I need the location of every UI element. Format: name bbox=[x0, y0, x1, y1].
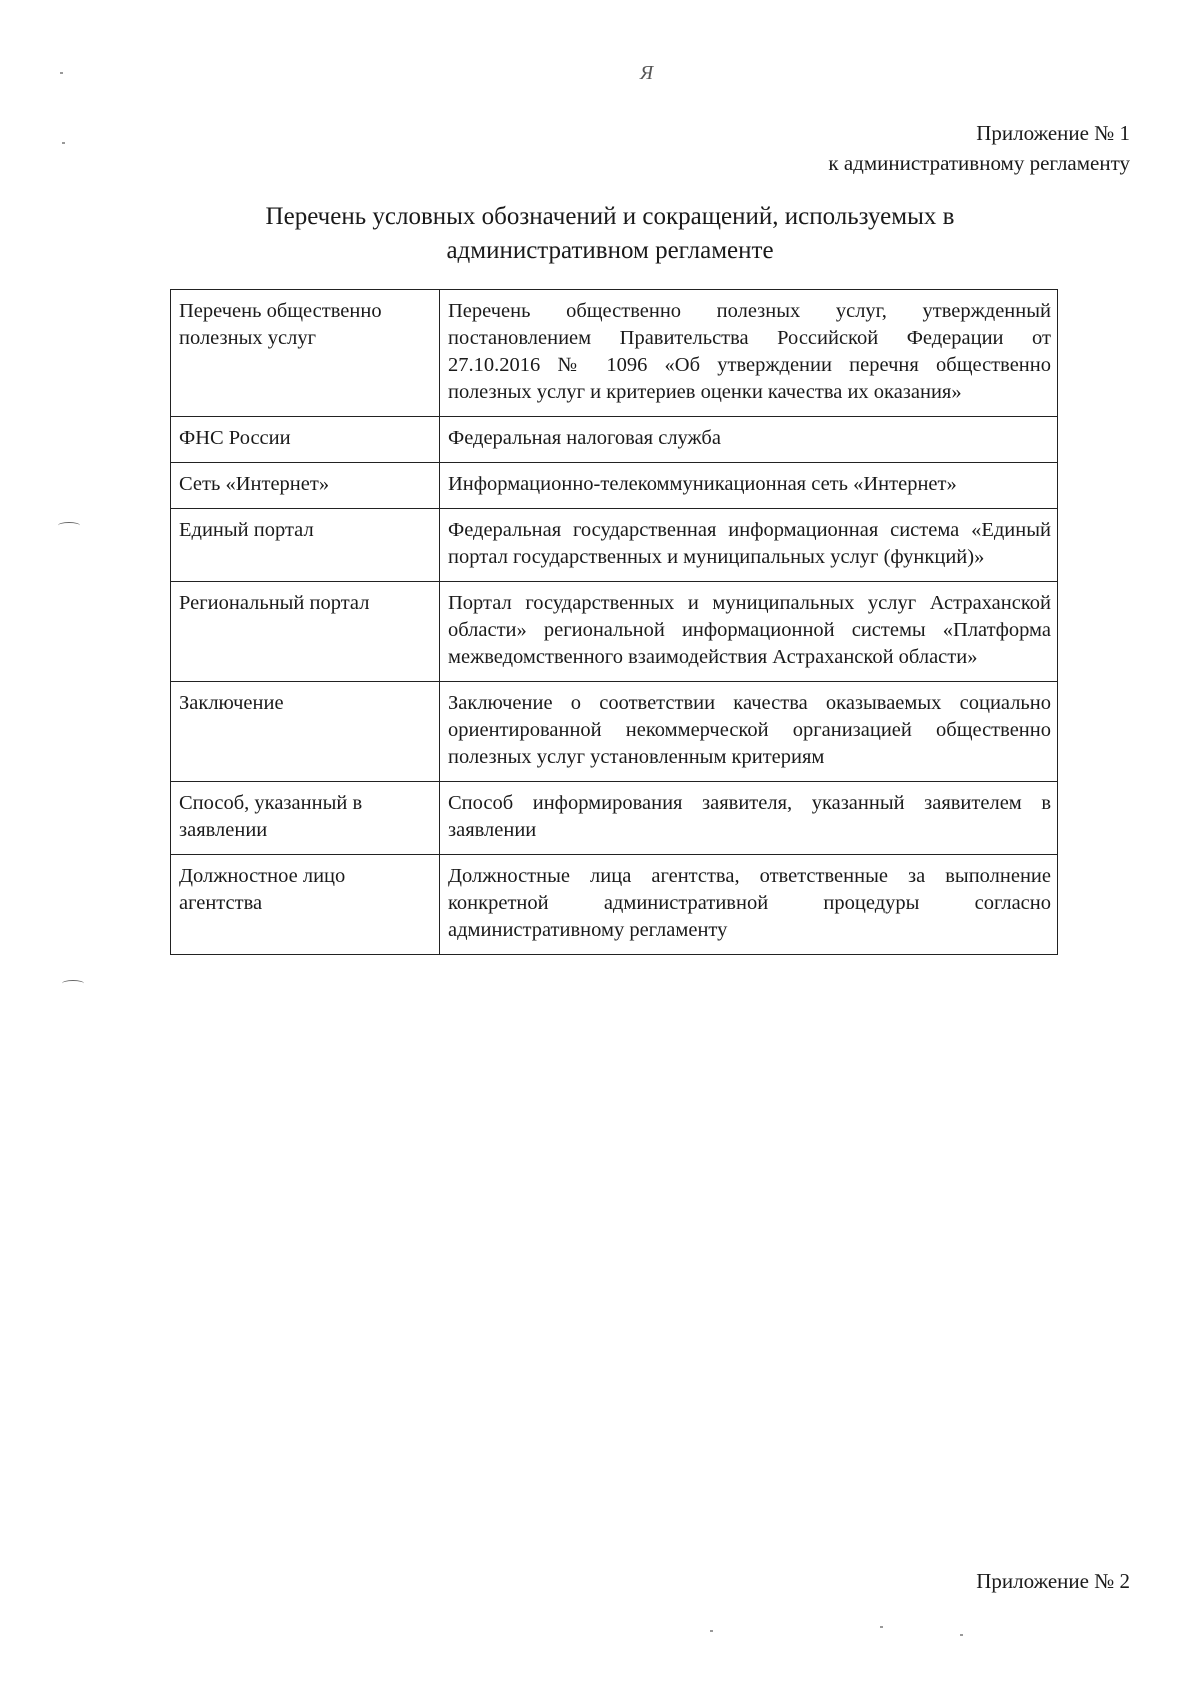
scan-speck bbox=[880, 1626, 883, 1628]
title-line-2: административном регламенте bbox=[446, 237, 774, 264]
scan-speck bbox=[710, 1630, 713, 1632]
table-row bbox=[171, 855, 1058, 955]
term-cell: Способ, указанный в заявлении bbox=[171, 782, 440, 855]
table-row bbox=[171, 417, 1058, 463]
term-cell: Перечень общественно полезных услуг bbox=[171, 290, 440, 417]
scan-mark bbox=[58, 522, 80, 529]
appendix-number: Приложение № 1 bbox=[976, 121, 1130, 145]
scan-speck bbox=[60, 72, 63, 74]
abbreviations-table bbox=[170, 289, 1058, 955]
document-title bbox=[170, 200, 1050, 268]
scan-speck bbox=[960, 1634, 963, 1636]
term-cell: Заключение bbox=[171, 682, 440, 782]
definition-cell: Должностные лица агентства, ответственные за выполнение конкретной административной процедуры согласно административному регламенту bbox=[440, 855, 1058, 955]
appendix-reference: к административному регламенту bbox=[828, 151, 1130, 175]
table-row bbox=[171, 682, 1058, 782]
term-cell: Региональный портал bbox=[171, 582, 440, 682]
table-row bbox=[171, 463, 1058, 509]
table-row bbox=[171, 509, 1058, 582]
definition-cell: Портал государственных и муниципальных услуг Астраханской области» региональной информационной системы «Платформа межведомственного взаимодействия Астраханской области» bbox=[440, 582, 1058, 682]
term-cell: ФНС России bbox=[171, 417, 440, 463]
definition-cell: Федеральная налоговая служба bbox=[440, 417, 1058, 463]
term-cell: Единый портал bbox=[171, 509, 440, 582]
definition-cell: Федеральная государственная информационная система «Единый портал государственных и муниципальных услуг (функций)» bbox=[440, 509, 1058, 582]
table-row bbox=[171, 582, 1058, 682]
term-cell: Сеть «Интернет» bbox=[171, 463, 440, 509]
definition-cell: Информационно-телекоммуникационная сеть «Интернет» bbox=[440, 463, 1058, 509]
definition-cell: Перечень общественно полезных услуг, утвержденный постановлением Правительства Российской Федерации от 27.10.2016 № 1096 «Об утверждении перечня общественно полезных услуг и критериев оценки качества их оказания» bbox=[440, 290, 1058, 417]
table-row bbox=[171, 782, 1058, 855]
next-appendix-label: Приложение № 2 bbox=[976, 1569, 1130, 1593]
title-line-1: Перечень условных обозначений и сокращений, используемых в bbox=[265, 203, 955, 230]
definition-cell: Способ информирования заявителя, указанный заявителем в заявлении bbox=[440, 782, 1058, 855]
definition-cell: Заключение о соответствии качества оказываемых социально ориентированной некоммерческой организацией общественно полезных услуг установленным критериям bbox=[440, 682, 1058, 782]
term-cell: Должностное лицо агентства bbox=[171, 855, 440, 955]
scan-mark bbox=[62, 980, 84, 987]
table-row bbox=[171, 290, 1058, 417]
page-number: Я bbox=[640, 62, 654, 84]
appendix-header bbox=[828, 118, 1130, 178]
scan-speck bbox=[62, 142, 65, 144]
